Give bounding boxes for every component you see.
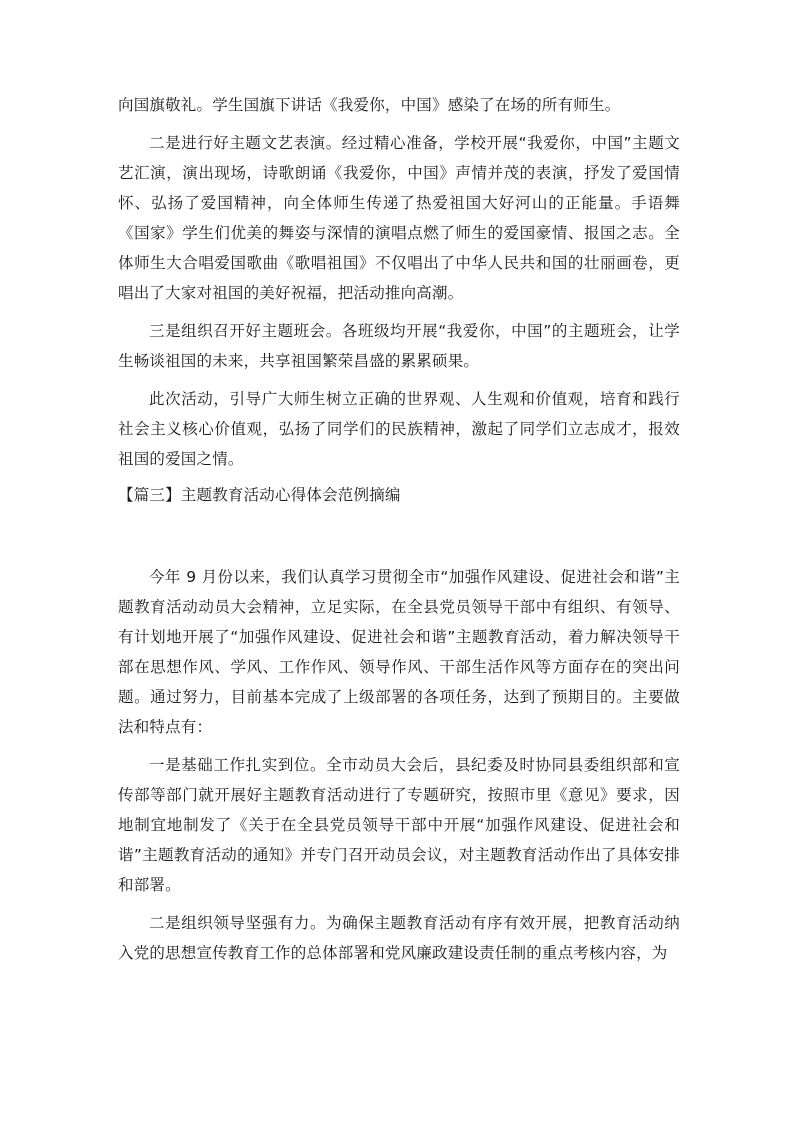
paragraph-flag-salute: 向国旗敬礼。学生国旗下讲话《我爱你，中国》感染了在场的所有师生。: [118, 96, 621, 114]
paragraph-organization-leadership: 二是组织领导坚强有力。为确保主题教育活动有序有效开展，把教育活动纳入党的思想宣传教育工作的总体部署和党风廉政建设责任制的重点考核内容，为: [118, 914, 680, 962]
paragraph-foundation-work: 一是基础工作扎实到位。全市动员大会后，县纪委及时协同县委组织部和宣传部等部门就开展好主题教育活动进行了专题研究，按照市里《意见》要求，因地制宜地制发了《关于在全县党员领导干部中开展“加强作风建设、促进社会和谐”主题教育活动的通知》并专门召开动员会议，对主题教育活动作出了具体安排和部署。: [118, 756, 680, 894]
section-spacer: [118, 510, 680, 562]
document-page: [118, 90, 680, 968]
paragraph-class-meeting: 三是组织召开好主题班会。各班级均开展“我爱你，中国”的主题班会，让学生畅谈祖国的未来，共享祖国繁荣昌盛的累累硕果。: [118, 322, 680, 370]
paragraph-activity-summary: 此次活动，引导广大师生树立正确的世界观、人生观和价值观，培育和践行社会主义核心价值观，弘扬了同学们的民族精神，激起了同学们立志成才，报效祖国的爱国之情。: [118, 390, 680, 468]
section-heading: 【篇三】主题教育活动心得体会范例摘编: [118, 486, 401, 504]
paragraph-art-performance: 二是进行好主题文艺表演。经过精心准备，学校开展“我爱你，中国”主题文艺汇演，演出现场，诗歌朗诵《我爱你，中国》声情并茂的表演，抒发了爱国情怀、弘扬了爱国精神，向全体师生传递了热爱祖国大好河山的正能量。手语舞《国家》学生们优美的舞姿与深情的演唱点燃了师生的爱国豪情、报国之志。全体师生大合唱爱国歌曲《歌唱祖国》不仅唱出了中华人民共和国的壮丽画卷，更唱出了大家对祖国的美好祝福，把活动推向高潮。: [118, 134, 680, 302]
paragraph-intro: 今年 9 月份以来，我们认真学习贯彻全市“加强作风建设、促进社会和谐”主题教育活动动员大会精神，立足实际，在全县党员领导干部中有组织、有领导、有计划地开展了“加强作风建设、促进社会和谐”主题教育活动，着力解决领导干部在思想作风、学风、工作作风、领导作风、干部生活作风等方面存在的突出问题。通过努力，目前基本完成了上级部署的各项任务，达到了预期目的。主要做法和特点有：: [118, 568, 680, 736]
